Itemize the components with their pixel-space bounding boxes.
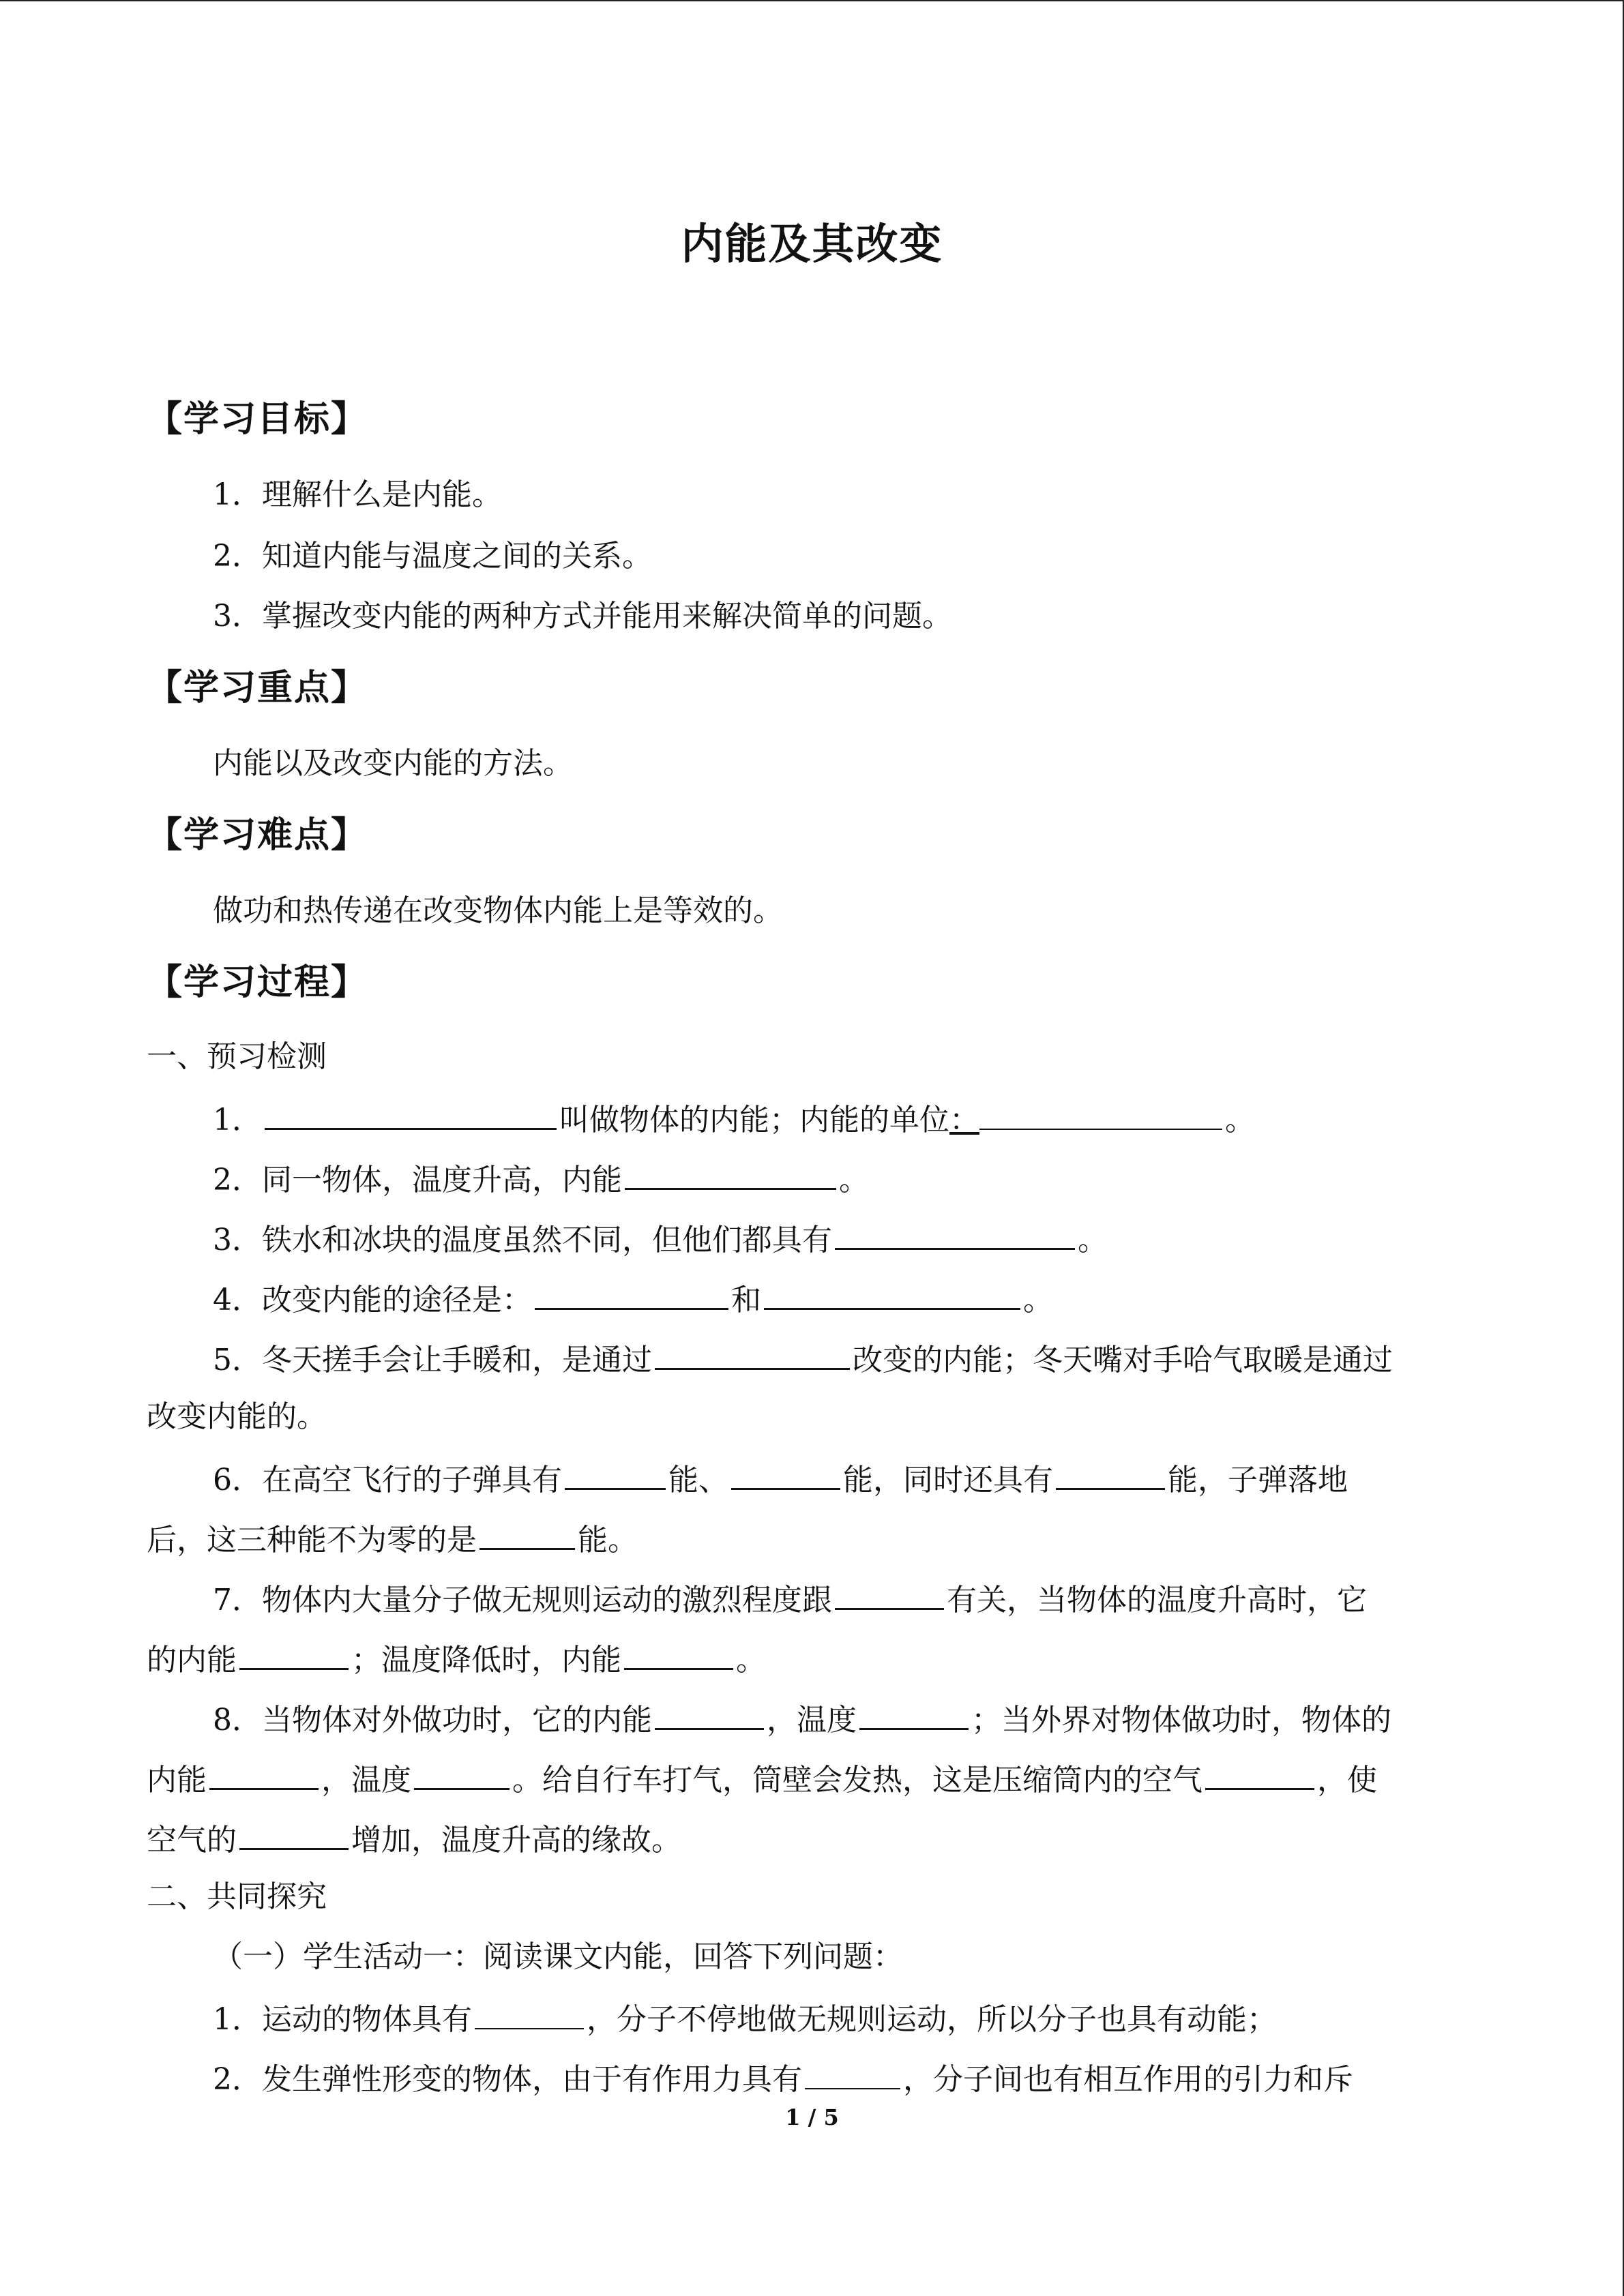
question-5 xyxy=(213,1337,1393,1381)
fill-blank[interactable] xyxy=(835,1577,944,1610)
q8-line2-text: 内能 xyxy=(147,1763,207,1798)
key-point-text: 内能以及改变内能的方法。 xyxy=(213,746,573,781)
fill-blank[interactable] xyxy=(764,1277,1020,1310)
question-7 xyxy=(213,1577,1367,1621)
activity-1-title: （一）学生活动一：阅读课文内能，回答下列问题： xyxy=(213,1939,903,1974)
aq2-text: 2．发生弹性形变的物体，由于有作用力具有 xyxy=(213,2062,802,2097)
fill-blank[interactable] xyxy=(655,1337,850,1370)
aq1-text-2: ，分子不停地做无规则运动，所以分子也具有动能； xyxy=(587,2002,1277,2037)
fill-blank[interactable] xyxy=(565,1457,666,1490)
question-6 xyxy=(213,1457,1348,1501)
q7-line2-end: 。 xyxy=(736,1643,766,1678)
question-3 xyxy=(213,1217,1108,1261)
page-number: 1 / 5 xyxy=(785,2104,839,2130)
fill-blank[interactable] xyxy=(625,1157,836,1190)
part1-title: 一、预习检测 xyxy=(147,1039,327,1074)
fill-blank[interactable] xyxy=(624,1637,733,1670)
q6-text-4: 能，子弹落地 xyxy=(1168,1463,1348,1497)
fill-blank[interactable] xyxy=(475,1997,584,2029)
fill-blank[interactable] xyxy=(859,1697,969,1730)
q4-text: 4．改变内能的途径是： xyxy=(213,1283,532,1317)
goal-item: 3．掌握改变内能的两种方式并能用来解决简单的问题。 xyxy=(213,599,952,633)
q1-number: 1． xyxy=(213,1103,262,1137)
fill-blank[interactable] xyxy=(1056,1457,1165,1490)
q8-line2-text-4: ，使 xyxy=(1317,1763,1377,1798)
q8-text-2: ，温度 xyxy=(767,1703,857,1738)
q3-end: 。 xyxy=(1078,1223,1108,1257)
fill-blank[interactable] xyxy=(479,1517,575,1550)
question-4 xyxy=(213,1277,1053,1321)
activity-question-1 xyxy=(213,1997,1277,2040)
q3-text: 3．铁水和冰块的温度虽然不同，但他们都具有 xyxy=(213,1223,832,1257)
question-6-line2 xyxy=(147,1517,638,1561)
q6-text-2: 能、 xyxy=(668,1463,728,1497)
fill-blank[interactable] xyxy=(239,1637,349,1670)
q5-text: 5．冬天搓手会让手暖和，是通过 xyxy=(213,1343,652,1377)
page-border-top xyxy=(0,0,1624,1)
difficulty-text: 做功和热传递在改变物体内能上是等效的。 xyxy=(213,893,783,928)
fill-blank[interactable] xyxy=(835,1217,1075,1250)
activity-question-2 xyxy=(213,2057,1353,2100)
q2-text: 2．同一物体，温度升高，内能 xyxy=(213,1163,622,1197)
question-2 xyxy=(213,1157,869,1201)
fill-blank[interactable] xyxy=(535,1277,728,1310)
aq1-text: 1．运动的物体具有 xyxy=(213,2002,472,2037)
question-5-line2: 改变内能的。 xyxy=(147,1399,327,1434)
question-8-line3 xyxy=(147,1817,681,1861)
q8-line3-end: 增加，温度升高的缘故。 xyxy=(351,1823,681,1858)
q6-line2-end: 能。 xyxy=(578,1523,638,1557)
part2-title: 二、共同探究 xyxy=(147,1879,327,1914)
q2-end: 。 xyxy=(839,1163,869,1197)
page-title: 内能及其改变 xyxy=(681,219,943,269)
q7-text-2: 有关，当物体的温度升高时，它 xyxy=(947,1583,1367,1617)
fill-blank[interactable] xyxy=(979,1097,1222,1130)
q1-text: 叫做物体的内能；内能的单位 xyxy=(559,1103,949,1137)
fill-blank[interactable] xyxy=(414,1757,510,1790)
question-1 xyxy=(213,1097,1255,1141)
aq2-text-2: ，分子间也有相互作用的引力和斥 xyxy=(903,2062,1353,2097)
q8-line3-text: 空气的 xyxy=(147,1823,237,1858)
fill-blank[interactable] xyxy=(1205,1757,1314,1790)
q6-text-3: 能，同时还具有 xyxy=(843,1463,1053,1497)
fill-blank[interactable] xyxy=(655,1697,764,1730)
q8-line2-text-2: ，温度 xyxy=(321,1763,411,1798)
section-heading-difficulty: 【学习难点】 xyxy=(147,814,368,856)
q8-text-3: ；当外界对物体做功时，物体的 xyxy=(971,1703,1391,1738)
q1-end: 。 xyxy=(1225,1103,1255,1137)
section-heading-key: 【学习重点】 xyxy=(147,667,368,709)
q1-colon: ： xyxy=(949,1103,979,1137)
fill-blank[interactable] xyxy=(239,1817,349,1850)
goal-item: 1．理解什么是内能。 xyxy=(213,477,502,512)
q4-and: 和 xyxy=(731,1283,761,1317)
fill-blank[interactable] xyxy=(731,1457,840,1490)
q6-line2-text: 后，这三种能不为零的是 xyxy=(147,1523,477,1557)
q7-line2-text-2: ；温度降低时，内能 xyxy=(351,1643,621,1678)
fill-blank[interactable] xyxy=(209,1757,319,1790)
q7-line2-text: 的内能 xyxy=(147,1643,237,1678)
q8-line2-text-3: 。给自行车打气，筒壁会发热，这是压缩筒内的空气 xyxy=(512,1763,1202,1798)
q5-text-2: 改变的内能；冬天嘴对手哈气取暖是通过 xyxy=(853,1343,1393,1377)
q4-end: 。 xyxy=(1023,1283,1053,1317)
question-8-line2 xyxy=(147,1757,1377,1801)
q7-text: 7．物体内大量分子做无规则运动的激烈程度跟 xyxy=(213,1583,832,1617)
q6-text: 6．在高空飞行的子弹具有 xyxy=(213,1463,562,1497)
fill-blank[interactable] xyxy=(265,1097,557,1130)
section-heading-goals: 【学习目标】 xyxy=(147,398,368,440)
question-7-line2 xyxy=(147,1637,766,1681)
q8-text: 8．当物体对外做功时，它的内能 xyxy=(213,1703,652,1738)
section-heading-process: 【学习过程】 xyxy=(147,961,368,1003)
fill-blank[interactable] xyxy=(805,2057,900,2089)
goal-item: 2．知道内能与温度之间的关系。 xyxy=(213,539,652,573)
question-8 xyxy=(213,1697,1391,1741)
